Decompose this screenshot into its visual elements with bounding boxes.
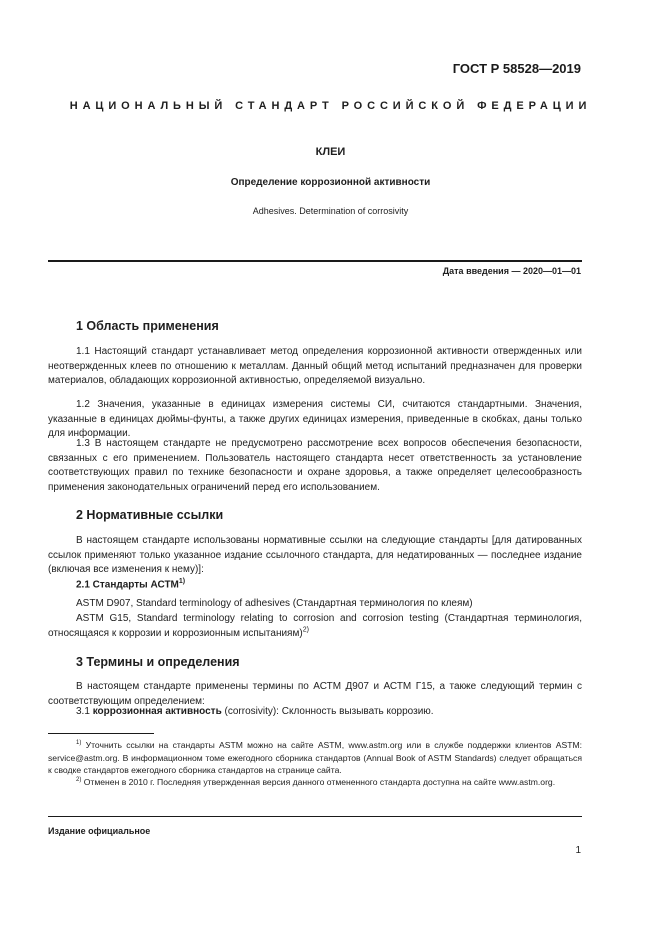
paragraph-1-1: 1.1 Настоящий стандарт устанавливает метод определения коррозионной активности отвержденных или неотвержденных клеев по отношению к металлам. Данный общий метод испытаний предназначен для проверки материалов, обладающих коррозионной активностью, определяемой визуально.	[48, 346, 582, 387]
footnote-1-text: Уточнить ссылки на стандарты ASTM можно на сайте ASTM, www.astm.org или в службе поддержки клиентов ASTM: service@astm.org. В информационном томе ежегодного сборника стандартов (Annual Book of ASTM Standards) следует обращаться к сводке стандартов ежегодного сборника стандартов на странице сайта.	[48, 740, 582, 776]
paragraph-1-2: 1.2 Значения, указанные в единицах измерения системы СИ, считаются стандартными. Значения, указанные в единицах дюймы-фунты, а также других единицах измерения, приведенные в скобках, даны только для информации.	[48, 399, 582, 440]
footnote-2-mark: 2)	[76, 777, 82, 784]
header-divider	[48, 260, 582, 262]
paragraph-2-intro: В настоящем стандарте использованы нормативные ссылки на следующие стандарты [для датированных ссылок применяют только указанное издание ссылочного стандарта, для недатированных — последнее издание (включая все изменения к нему)]:	[48, 535, 582, 576]
footnote-1	[48, 739, 582, 777]
term-name: коррозионная активность	[92, 706, 222, 717]
term-number: 3.1	[76, 706, 90, 717]
section-2-heading: 2 Нормативные ссылки	[76, 508, 224, 522]
paragraph-1-3: 1.3 В настоящем стандарте не предусмотрено рассмотрение всех вопросов обеспечения безопасности, связанных с его применением. Пользователь настоящего стандарта несет ответственность за установление соответствующих правил по технике безопасности и охране здоровья, а также определяет целесообразность применения законодательных ограничений перед его использованием.	[48, 438, 582, 493]
document-subtitle: Определение коррозионной активности	[230, 177, 431, 188]
term-definition: (corrosivity): Склонность вызывать коррозию.	[224, 706, 434, 717]
footer-divider	[48, 816, 582, 817]
reference-astm-g15	[48, 612, 582, 641]
section-3-heading: 3 Термины и определения	[76, 655, 240, 669]
english-title: Adhesives. Determination of corrosivity	[252, 206, 409, 216]
reference-astm-d907: ASTM D907, Standard terminology of adhesives (Стандартная терминология по клеям)	[76, 598, 473, 609]
paragraph-3-intro: В настоящем стандарте применены термины по АСТМ Д907 и АСТМ Г15, а также следующий термин с соответствующим определением:	[48, 681, 582, 707]
standard-code: ГОСТ Р 58528—2019	[452, 61, 581, 76]
footnote-2	[48, 776, 582, 789]
page-number: 1	[575, 845, 581, 856]
term-3-1	[76, 706, 434, 717]
subsection-2-1-label: 2.1 Стандарты АСТМ	[76, 579, 179, 591]
subsection-2-1-heading	[76, 578, 185, 590]
national-standard-banner: НАЦИОНАЛЬНЫЙ СТАНДАРТ РОССИЙСКОЙ ФЕДЕРАЦИИ	[69, 100, 592, 112]
document-title: КЛЕИ	[315, 146, 346, 158]
footnote-1-mark: 1)	[76, 740, 82, 747]
footnote-ref-1: 1)	[178, 578, 186, 585]
edition-label: Издание официальное	[48, 826, 151, 836]
footnote-divider	[48, 733, 154, 734]
footnote-ref-2: 2)	[302, 626, 309, 634]
footnote-2-text: Отменен в 2010 г. Последняя утвержденная версия данного отмененного стандарта доступна на сайте www.astm.org.	[83, 777, 556, 787]
effective-date: Дата введения — 2020—01—01	[442, 266, 581, 276]
reference-astm-g15-text: ASTM G15, Standard terminology relating to corrosion and corrosion testing (Стандартная терминология, относящаяся к коррозии и коррозионным испытаниям)	[48, 613, 582, 639]
section-1-heading: 1 Область применения	[76, 319, 219, 333]
